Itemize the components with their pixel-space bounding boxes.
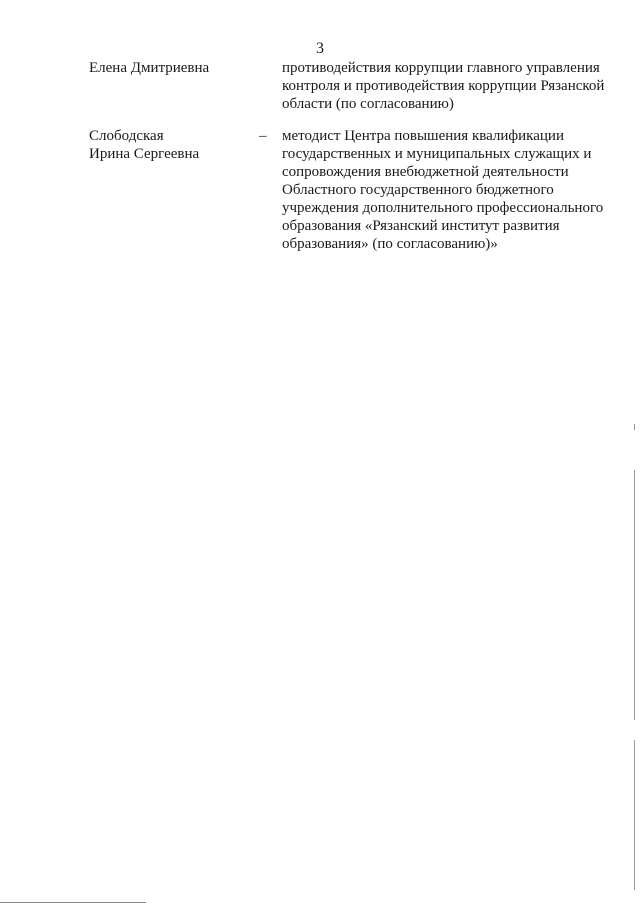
position-description — [282, 59, 612, 113]
name-line: Елена Дмитриевна — [89, 60, 210, 76]
description-line: противодействия коррупции главного управления — [282, 60, 600, 76]
description-line: учреждения дополнительного профессионального — [282, 200, 604, 216]
scan-artifact — [634, 740, 635, 890]
description-line: контроля и противодействия коррупции Рязанской — [282, 78, 605, 94]
description-line: методист Центра повышения квалификации — [282, 128, 564, 144]
dash-separator: – — [259, 128, 267, 144]
description-line: государственных и муниципальных служащих и — [282, 146, 592, 162]
scan-artifact — [634, 424, 635, 430]
scan-artifact — [0, 902, 146, 903]
person-name — [89, 127, 249, 163]
description-line: области (по согласованию) — [282, 96, 454, 112]
description-line: сопровождения внебюджетной деятельности — [282, 164, 569, 180]
description-line: Областного государственного бюджетного — [282, 182, 554, 198]
description-line: образования» (по согласованию)» — [282, 236, 498, 252]
person-name — [89, 59, 249, 77]
scan-artifact — [634, 470, 635, 720]
name-line: Ирина Сергеевна — [89, 146, 200, 162]
description-line: образования «Рязанский институт развития — [282, 218, 560, 234]
position-description — [282, 127, 612, 253]
name-line: Слободская — [89, 128, 164, 144]
page-number: 3 — [316, 40, 324, 57]
